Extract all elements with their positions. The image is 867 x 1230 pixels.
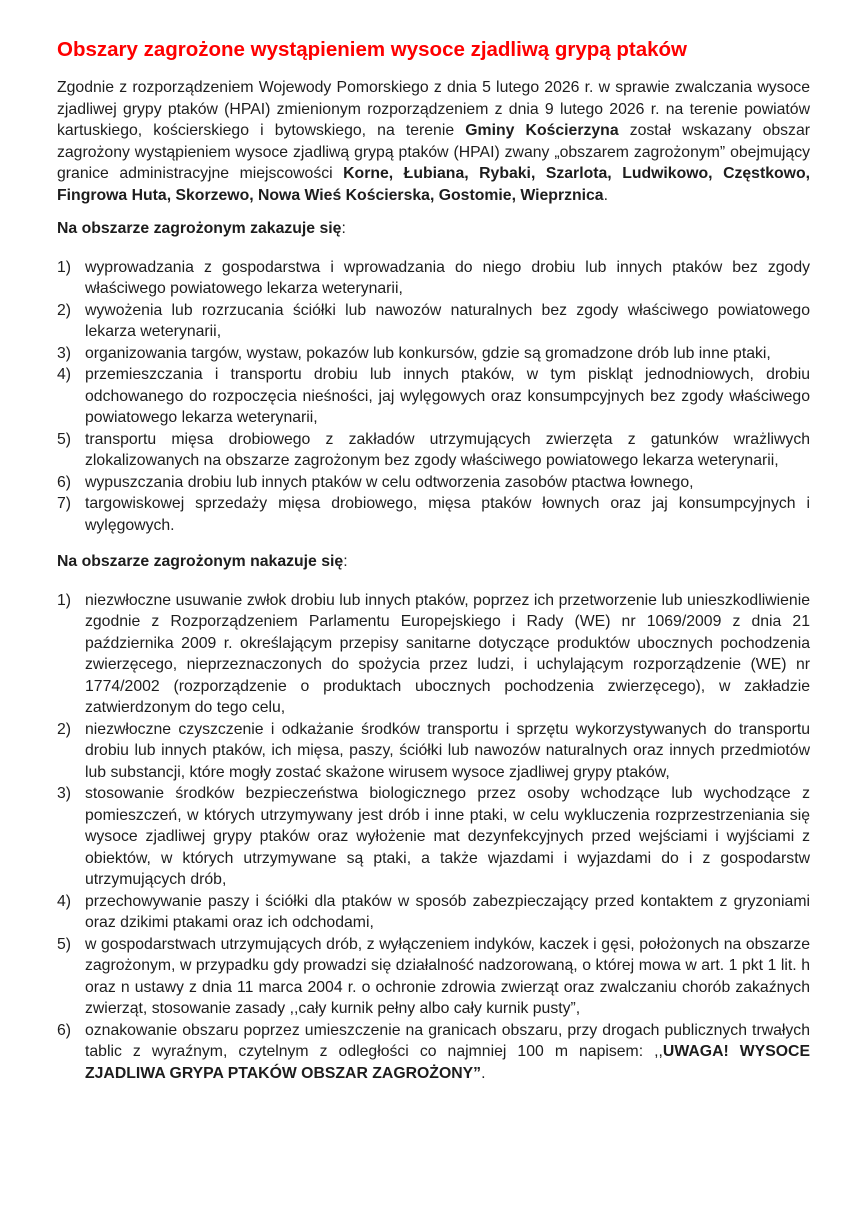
text-segment: przemieszczania i transportu drobiu lub innych ptaków, w tym piskląt jednodniowych, drobiu odchowanego do rozpoczęcia nieśności, jaj wylęgowych oraz konsumpcyjnych bez zgody właściwego powiatowego lekarza weterynarii, (85, 366, 810, 426)
text-segment: w gospodarstwach utrzymujących drób, z wyłączeniem indyków, kaczek i gęsi, położonych na obszarze zagrożonym, w przypadku gdy prowadzi się działalność nadzorowaną, o której mowa w art. 1 pkt 1 lit. h oraz n ustawy z dnia 11 marca 2004 r. o ochronie zdrowia zwierząt oraz zwalczaniu chorób zakaźnych zwierząt, stosowanie zasady ,,cały kurnik pełny albo cały kurnik pusty”, (85, 935, 810, 1017)
list-item (57, 257, 810, 300)
prohibitions-heading (57, 218, 810, 240)
text-segment: wyprowadzania z gospodarstwa i wprowadzania do niego drobiu lub innych ptaków bez zgody właściwego powiatowego lekarza weterynarii, (85, 258, 810, 297)
text-segment: organizowania targów, wystaw, pokazów lub konkursów, gdzie są gromadzone drób lub inne ptaki, (85, 344, 771, 362)
list-item (57, 719, 810, 784)
list-item (57, 590, 810, 719)
text-segment: : (343, 553, 348, 570)
text-segment: niezwłoczne czyszczenie i odkażanie środków transportu i sprzętu wykorzystywanych do transportu drobiu lub innych ptaków, ich mięsa, paszy, ściółki lub nawozów naturalnych oraz innych przedmiotów lub substancji, które mogły zostać skażone wirusem wysoce zjadliwej grypy ptaków, (85, 720, 810, 781)
text-segment: targowiskowej sprzedaży mięsa drobiowego, mięsa ptaków łownych oraz jaj konsumpcyjnych i wylęgowych. (85, 495, 810, 534)
list-item (57, 364, 810, 429)
bold-text-segment: Na obszarze zagrożonym zakazuje się (57, 220, 342, 237)
page-title: Obszary zagrożone wystąpieniem wysoce zjadliwą grypą ptaków (57, 38, 688, 61)
list-item (57, 343, 810, 365)
list-item (57, 783, 810, 891)
list-item (57, 934, 810, 1020)
text-segment: przechowywanie paszy i ściółki dla ptaków w sposób zabezpieczający przed kontaktem z gryzoniami oraz dzikimi ptakami oraz ich odchodami, (85, 892, 810, 931)
bold-text-segment: Na obszarze zagrożonym nakazuje się (57, 553, 344, 570)
list-item (57, 891, 810, 934)
list-item (57, 1020, 810, 1085)
text-segment: transportu mięsa drobiowego z zakładów utrzymujących zwierzęta z gatunków wrażliwych zlokalizowanych na obszarze zagrożonym bez zgody właściwego powiatowego lekarza weterynarii, (85, 430, 810, 469)
bold-text-segment: Korne, Łubiana, Rybaki, Szarlota, Ludwikowo, Częstkowo, Fingrowa Huta, Skorzewo, Nowa Wieś Kościerska, Gostomie, Wieprznica (57, 165, 810, 204)
text-segment: Zgodnie z rozporządzeniem Wojewody Pomorskiego z dnia 5 lutego 2026 r. w sprawie zwalczania wysoce zjadliwej grypy ptaków (HPAI) zmienionym rozporządzeniem z dnia 9 lutego 2026 r. na terenie powiatów kartuskiego, kościerskiego i bytowskiego, na terenie (57, 79, 810, 139)
bold-text-segment: Gminy Kościerzyna (465, 122, 619, 139)
list-item (57, 429, 810, 472)
list-item (57, 300, 810, 343)
list-item (57, 493, 810, 536)
text-segment: stosowanie środków bezpieczeństwa biologicznego przez osoby wchodzące lub wychodzące z pomieszczeń, w których utrzymywany jest drób i inne ptaki, w celu wykluczenia rozprzestrzeniania się wysoce zjadliwej grypy ptaków oraz wyłożenie mat dezynfekcyjnych przed wejściami i wyjściami z obiektów, w których utrzymywane są ptaki, a także wjazdami i wyjazdami do i z gospodarstw utrzymujących drób, (85, 785, 810, 888)
orders-heading (57, 551, 810, 573)
intro-paragraph (57, 77, 810, 206)
bold-text-segment: UWAGA! WYSOCE ZJADLIWA GRYPA PTAKÓW OBSZAR ZAGROŻONY” (85, 1043, 810, 1082)
text-segment: został wskazany obszar zagrożony wystąpieniem wysoce zjadliwą grypą ptaków (HPAI) zwany „obszarem zagrożonym” obejmujący granice administracyjne miejscowości (57, 122, 810, 182)
text-segment: wypuszczania drobiu lub innych ptaków w celu odtworzenia zasobów ptactwa łownego, (85, 473, 694, 491)
text-segment: . (603, 186, 608, 204)
text-segment: . (481, 1064, 486, 1082)
text-segment: oznakowanie obszaru poprzez umieszczenie na granicach obszaru, przy drogach publicznych trwałych tablic z wyraźnym, czytelnym z odległości co najmniej 100 m napisem: ,, (85, 1021, 810, 1060)
list-item (57, 472, 810, 494)
prohibitions-list (57, 257, 810, 537)
text-segment: : (341, 220, 346, 237)
orders-list (57, 590, 810, 1085)
text-segment: niezwłoczne usuwanie zwłok drobiu lub innych ptaków, poprzez ich przetworzenie lub unieszkodliwienie zgodnie z Rozporządzeniem Parlamentu Europejskiego i Rady (WE) nr 1069/2009 z dnia 21 października 2009 r. określającym przepisy sanitarne dotyczące produktów ubocznych pochodzenia zwierzęcego, nieprzeznaczonych do spożycia przez ludzi, i uchylającym rozporządzenie (WE) nr 1774/2002 (rozporządzenie o produktach ubocznych pochodzenia zwierzęcego), w zakładzie zatwierdzonym do tego celu, (85, 591, 810, 716)
text-segment: wywożenia lub rozrzucania ściółki lub nawozów naturalnych bez zgody właściwego powiatowego lekarza weterynarii, (85, 301, 810, 340)
